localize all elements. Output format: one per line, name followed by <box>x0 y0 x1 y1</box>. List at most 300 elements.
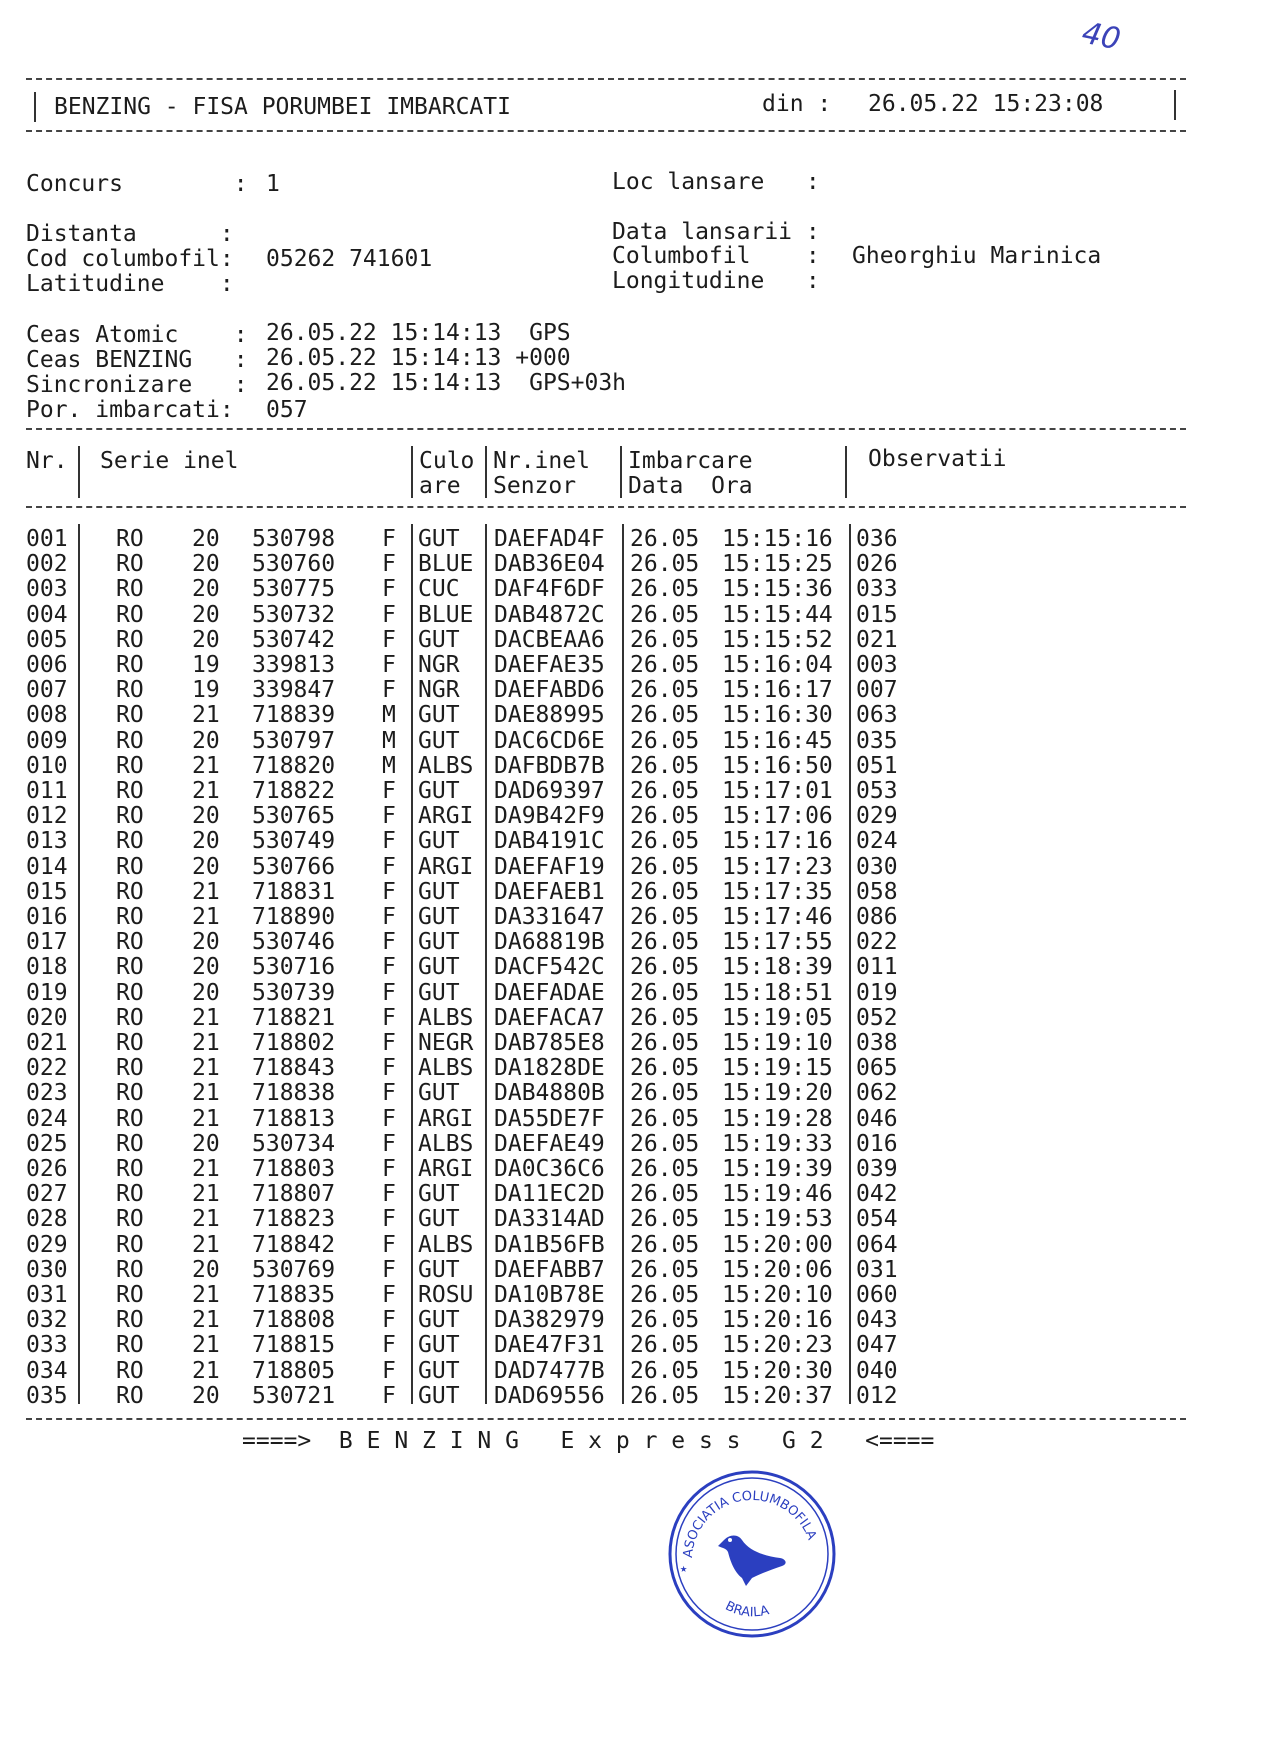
row-observatii: 019 <box>856 979 898 1006</box>
table-row <box>26 601 1026 629</box>
table-row <box>26 1158 1026 1183</box>
row-observatii: 035 <box>856 727 898 754</box>
row-observatii: 051 <box>856 752 898 779</box>
row-nr: 032 <box>26 1307 68 1334</box>
row-country: RO <box>116 979 144 1006</box>
concurs-value: 1 <box>266 171 280 197</box>
row-color: NGR <box>418 677 460 704</box>
row-nr: 004 <box>26 601 68 628</box>
table-row <box>26 1183 1026 1208</box>
table-row <box>26 979 1026 1007</box>
row-ring-number: 530797 <box>252 727 336 754</box>
row-sensor-ring: DAE47F31 <box>494 1332 605 1359</box>
row-observatii: 022 <box>856 929 898 956</box>
row-nr: 020 <box>26 1004 68 1031</box>
row-date: 26.05 <box>630 1282 700 1308</box>
row-sex: F <box>382 652 396 678</box>
row-nr: 033 <box>26 1332 68 1359</box>
row-sex: F <box>382 1357 396 1384</box>
row-sensor-ring: DAC6CD6E <box>494 727 605 754</box>
distanta-label: Distanta : <box>26 221 234 247</box>
row-color: GUT <box>418 954 460 981</box>
row-country: RO <box>116 778 144 804</box>
row-sensor-ring: DAEFACA7 <box>494 1004 605 1031</box>
row-color: ALBS <box>418 1004 474 1031</box>
row-nr: 005 <box>26 626 68 653</box>
row-observatii: 039 <box>856 1156 898 1182</box>
row-observatii: 038 <box>856 1030 898 1056</box>
row-color: GUT <box>418 1382 460 1409</box>
table-row <box>26 780 1026 805</box>
row-sex: F <box>382 1055 396 1082</box>
row-country: RO <box>116 878 144 905</box>
row-sensor-ring: DAD7477B <box>494 1357 605 1384</box>
col-serie-inel-header: Serie inel <box>100 448 239 474</box>
header-divider-3 <box>485 446 487 498</box>
row-date: 26.05 <box>630 551 700 578</box>
table-row <box>26 727 1026 755</box>
pigeon-icon <box>718 1536 786 1587</box>
table-row <box>26 528 1026 553</box>
row-observatii: 030 <box>856 853 898 880</box>
row-country: RO <box>116 1231 144 1258</box>
row-color: ALBS <box>418 752 474 779</box>
row-country: RO <box>116 1130 144 1157</box>
row-observatii: 033 <box>856 576 898 603</box>
row-time: 15:20:00 <box>722 1231 833 1258</box>
row-country: RO <box>116 1307 144 1334</box>
row-nr: 025 <box>26 1130 68 1157</box>
row-country: RO <box>116 803 144 830</box>
row-date: 26.05 <box>630 828 700 855</box>
row-sex: F <box>382 551 396 578</box>
row-sensor-ring: DAEFAF19 <box>494 853 605 880</box>
table-row <box>26 553 1026 578</box>
row-date: 26.05 <box>630 954 700 981</box>
stamp-text-top-path: ASOCIATIA COLUMBOFILA <box>680 1488 820 1559</box>
row-ring-number: 530760 <box>252 551 336 578</box>
stamp-star-icon: ★ <box>680 1561 688 1575</box>
header-divider-1 <box>78 446 80 498</box>
row-ring-number: 718807 <box>252 1181 336 1208</box>
row-sensor-ring: DA55DE7F <box>494 1105 605 1132</box>
row-country: RO <box>116 828 144 855</box>
row-country: RO <box>116 853 144 880</box>
row-time: 15:19:28 <box>722 1105 833 1132</box>
row-country: RO <box>116 1382 144 1409</box>
row-date: 26.05 <box>630 1181 700 1208</box>
table-bottom-rule <box>26 1418 1186 1420</box>
row-color: NGR <box>418 652 460 678</box>
row-year: 20 <box>192 803 220 830</box>
loc-lansare-label: Loc lansare : <box>612 169 820 195</box>
row-ring-number: 718835 <box>252 1282 336 1308</box>
row-country: RO <box>116 904 144 930</box>
row-observatii: 058 <box>856 878 898 905</box>
table-row <box>26 1032 1026 1057</box>
row-date: 26.05 <box>630 601 700 628</box>
table-row <box>26 1284 1026 1309</box>
col-nr-inel-header: Nr.inel <box>493 448 590 474</box>
row-observatii: 015 <box>856 601 898 628</box>
row-country: RO <box>116 1181 144 1208</box>
row-time: 15:18:39 <box>722 954 833 981</box>
row-time: 15:16:50 <box>722 752 833 779</box>
data-lansarii-label: Data lansarii : <box>612 219 820 245</box>
row-year: 21 <box>192 1080 220 1107</box>
row-sex: F <box>382 904 396 930</box>
row-sex: F <box>382 1156 396 1182</box>
row-nr: 028 <box>26 1206 68 1233</box>
row-sex: F <box>382 677 396 704</box>
row-sensor-ring: DAEFAD4F <box>494 526 605 552</box>
row-sex: M <box>382 702 396 729</box>
row-year: 20 <box>192 601 220 628</box>
latitudine-label: Latitudine : <box>26 271 234 297</box>
row-sensor-ring: DACBEAA6 <box>494 626 605 653</box>
por-imbarcati-value: 057 <box>266 397 308 423</box>
row-ring-number: 718815 <box>252 1332 336 1359</box>
row-sensor-ring: DAEFAE49 <box>494 1130 605 1157</box>
row-nr: 024 <box>26 1105 68 1132</box>
row-sensor-ring: DACF542C <box>494 954 605 981</box>
row-date: 26.05 <box>630 853 700 880</box>
header-top-rule <box>26 78 1186 80</box>
report-title: BENZING - FISA PORUMBEI IMBARCATI <box>54 94 511 120</box>
cod-columbofil-value: 05262 741601 <box>266 246 433 272</box>
row-sex: F <box>382 1382 396 1409</box>
row-date: 26.05 <box>630 904 700 930</box>
footer-banner: ====> B E N Z I N G E x p r e s s G 2 <==== <box>242 1428 935 1454</box>
row-color: GUT <box>418 1181 460 1208</box>
row-sex: F <box>382 1206 396 1233</box>
row-sensor-ring: DAD69397 <box>494 778 605 804</box>
row-ring-number: 530746 <box>252 929 336 956</box>
col-culoare-header-2: are <box>419 473 461 499</box>
row-year: 20 <box>192 576 220 603</box>
row-sensor-ring: DAEFABB7 <box>494 1256 605 1283</box>
row-sex: F <box>382 878 396 905</box>
row-sensor-ring: DA3314AD <box>494 1206 605 1233</box>
row-ring-number: 718802 <box>252 1030 336 1056</box>
row-color: CUC <box>418 576 460 603</box>
table-row <box>26 830 1026 855</box>
row-date: 26.05 <box>630 626 700 653</box>
row-observatii: 040 <box>856 1357 898 1384</box>
row-time: 15:20:37 <box>722 1382 833 1409</box>
row-year: 20 <box>192 979 220 1006</box>
row-date: 26.05 <box>630 979 700 1006</box>
row-country: RO <box>116 929 144 956</box>
row-country: RO <box>116 1332 144 1359</box>
row-observatii: 047 <box>856 1332 898 1359</box>
row-date: 26.05 <box>630 652 700 678</box>
header-bottom-rule <box>26 130 1186 132</box>
row-country: RO <box>116 551 144 578</box>
row-observatii: 012 <box>856 1382 898 1409</box>
row-year: 20 <box>192 954 220 981</box>
row-color: ARGI <box>418 1105 474 1132</box>
row-date: 26.05 <box>630 1030 700 1056</box>
row-observatii: 064 <box>856 1231 898 1258</box>
row-ring-number: 530775 <box>252 576 336 603</box>
row-observatii: 036 <box>856 526 898 552</box>
row-date: 26.05 <box>630 803 700 830</box>
row-date: 26.05 <box>630 752 700 779</box>
columbofil-value: Gheorghiu Marinica <box>852 243 1102 269</box>
row-sensor-ring: DA0C36C6 <box>494 1156 605 1182</box>
row-time: 15:20:30 <box>722 1357 833 1384</box>
row-time: 15:15:44 <box>722 601 833 628</box>
row-date: 26.05 <box>630 1130 700 1157</box>
row-time: 15:19:53 <box>722 1206 833 1233</box>
row-sex: F <box>382 803 396 830</box>
row-sex: M <box>382 752 396 779</box>
row-nr: 016 <box>26 904 68 930</box>
row-nr: 018 <box>26 954 68 981</box>
row-year: 21 <box>192 1156 220 1182</box>
row-date: 26.05 <box>630 1156 700 1182</box>
row-time: 15:17:01 <box>722 778 833 804</box>
row-time: 15:20:06 <box>722 1256 833 1283</box>
row-year: 20 <box>192 1382 220 1409</box>
ceas-atomic-label: Ceas Atomic : <box>26 322 248 348</box>
row-time: 15:15:16 <box>722 526 833 552</box>
stamp-text-top <box>681 1489 819 1559</box>
row-color: ALBS <box>418 1231 474 1258</box>
row-ring-number: 530769 <box>252 1256 336 1283</box>
row-ring-number: 530742 <box>252 626 336 653</box>
row-observatii: 052 <box>856 1004 898 1031</box>
row-sensor-ring: DA1B56FB <box>494 1231 605 1258</box>
row-date: 26.05 <box>630 1332 700 1359</box>
row-time: 15:20:23 <box>722 1332 833 1359</box>
concurs-label: Concurs : <box>26 171 248 197</box>
row-sex: F <box>382 1332 396 1359</box>
longitudine-label: Longitudine : <box>612 268 820 294</box>
row-date: 26.05 <box>630 1231 700 1258</box>
row-year: 21 <box>192 1030 220 1056</box>
row-color: NEGR <box>418 1030 474 1056</box>
row-country: RO <box>116 1357 144 1384</box>
row-time: 15:16:45 <box>722 727 833 754</box>
row-time: 15:19:39 <box>722 1156 833 1182</box>
row-time: 15:19:10 <box>722 1030 833 1056</box>
row-time: 15:16:17 <box>722 677 833 704</box>
row-observatii: 024 <box>856 828 898 855</box>
por-imbarcati-label: Por. imbarcati: <box>26 397 234 423</box>
row-year: 20 <box>192 551 220 578</box>
row-sex: F <box>382 1004 396 1031</box>
col-culoare-header: Culo <box>419 448 475 474</box>
row-nr: 012 <box>26 803 68 830</box>
row-date: 26.05 <box>630 1382 700 1409</box>
row-color: GUT <box>418 1206 460 1233</box>
row-ring-number: 530716 <box>252 954 336 981</box>
header-divider-4 <box>620 446 622 498</box>
row-nr: 014 <box>26 853 68 880</box>
row-year: 21 <box>192 1332 220 1359</box>
row-ring-number: 530766 <box>252 853 336 880</box>
row-ring-number: 718822 <box>252 778 336 804</box>
row-date: 26.05 <box>630 727 700 754</box>
header-right-border <box>1174 90 1176 120</box>
row-country: RO <box>116 526 144 552</box>
row-sex: F <box>382 929 396 956</box>
row-sex: F <box>382 1282 396 1308</box>
row-color: GUT <box>418 526 460 552</box>
row-country: RO <box>116 1206 144 1233</box>
row-observatii: 063 <box>856 702 898 729</box>
row-time: 15:17:23 <box>722 853 833 880</box>
row-nr: 010 <box>26 752 68 779</box>
page-number: 40 <box>1078 15 1124 58</box>
row-observatii: 003 <box>856 652 898 678</box>
row-sensor-ring: DA10B78E <box>494 1282 605 1308</box>
row-ring-number: 718808 <box>252 1307 336 1334</box>
row-nr: 013 <box>26 828 68 855</box>
row-observatii: 062 <box>856 1080 898 1107</box>
table-row <box>26 704 1026 729</box>
row-sensor-ring: DAFBDB7B <box>494 752 605 779</box>
row-sensor-ring: DA331647 <box>494 904 605 930</box>
row-ring-number: 718838 <box>252 1080 336 1107</box>
row-ring-number: 718823 <box>252 1206 336 1233</box>
row-time: 15:16:30 <box>722 702 833 729</box>
row-date: 26.05 <box>630 929 700 956</box>
row-nr: 029 <box>26 1231 68 1258</box>
row-year: 21 <box>192 1181 220 1208</box>
row-country: RO <box>116 954 144 981</box>
row-nr: 006 <box>26 652 68 678</box>
table-row <box>26 878 1026 906</box>
row-nr: 026 <box>26 1156 68 1182</box>
row-ring-number: 718839 <box>252 702 336 729</box>
row-year: 21 <box>192 1307 220 1334</box>
row-year: 21 <box>192 1282 220 1308</box>
row-color: ALBS <box>418 1130 474 1157</box>
row-time: 15:19:33 <box>722 1130 833 1157</box>
row-date: 26.05 <box>630 1357 700 1384</box>
row-observatii: 054 <box>856 1206 898 1233</box>
row-sex: F <box>382 778 396 804</box>
header-divider-5 <box>845 446 847 498</box>
row-date: 26.05 <box>630 1004 700 1031</box>
row-sensor-ring: DA1828DE <box>494 1055 605 1082</box>
row-color: GUT <box>418 1357 460 1384</box>
row-time: 15:19:46 <box>722 1181 833 1208</box>
row-date: 26.05 <box>630 677 700 704</box>
row-color: GUT <box>418 1307 460 1334</box>
table-row <box>26 1105 1026 1133</box>
row-color: GUT <box>418 1332 460 1359</box>
row-color: GUT <box>418 828 460 855</box>
row-ring-number: 718842 <box>252 1231 336 1258</box>
row-year: 21 <box>192 1357 220 1384</box>
col-imbarcare-header: Imbarcare <box>628 448 753 474</box>
row-color: BLUE <box>418 601 474 628</box>
row-ring-number: 530749 <box>252 828 336 855</box>
row-time: 15:17:55 <box>722 929 833 956</box>
table-row <box>26 1057 1026 1082</box>
row-country: RO <box>116 626 144 653</box>
row-year: 19 <box>192 677 220 704</box>
row-year: 20 <box>192 727 220 754</box>
row-observatii: 046 <box>856 1105 898 1132</box>
row-year: 21 <box>192 1105 220 1132</box>
row-date: 26.05 <box>630 1105 700 1132</box>
row-sex: F <box>382 1307 396 1334</box>
row-ring-number: 718813 <box>252 1105 336 1132</box>
row-country: RO <box>116 752 144 779</box>
table-top-rule <box>26 428 1186 430</box>
row-ring-number: 339847 <box>252 677 336 704</box>
row-sex: F <box>382 526 396 552</box>
row-country: RO <box>116 1105 144 1132</box>
row-color: GUT <box>418 778 460 804</box>
table-row <box>26 1082 1026 1107</box>
row-nr: 011 <box>26 778 68 804</box>
ceas-benzing-value: 26.05.22 15:14:13 +000 <box>266 345 571 371</box>
row-country: RO <box>116 1156 144 1182</box>
ceas-atomic-value: 26.05.22 15:14:13 GPS <box>266 320 571 346</box>
row-time: 15:19:05 <box>722 1004 833 1031</box>
row-time: 15:17:35 <box>722 878 833 905</box>
row-country: RO <box>116 652 144 678</box>
row-sensor-ring: DAB4872C <box>494 601 605 628</box>
row-year: 21 <box>192 1231 220 1258</box>
row-color: GUT <box>418 979 460 1006</box>
table-row <box>26 626 1026 654</box>
row-year: 20 <box>192 853 220 880</box>
row-nr: 007 <box>26 677 68 704</box>
row-color: ALBS <box>418 1055 474 1082</box>
row-year: 21 <box>192 702 220 729</box>
row-date: 26.05 <box>630 1080 700 1107</box>
row-color: BLUE <box>418 551 474 578</box>
row-color: GUT <box>418 1256 460 1283</box>
row-sensor-ring: DAE88995 <box>494 702 605 729</box>
row-sensor-ring: DA9B42F9 <box>494 803 605 830</box>
row-observatii: 011 <box>856 954 898 981</box>
row-year: 21 <box>192 1206 220 1233</box>
row-observatii: 029 <box>856 803 898 830</box>
row-sex: F <box>382 576 396 603</box>
row-color: GUT <box>418 904 460 930</box>
row-color: GUT <box>418 1080 460 1107</box>
row-sensor-ring: DAEFAEB1 <box>494 878 605 905</box>
association-stamp <box>666 1468 838 1640</box>
row-country: RO <box>116 727 144 754</box>
row-country: RO <box>116 677 144 704</box>
table-row <box>26 1004 1026 1032</box>
table-row <box>26 956 1026 981</box>
row-year: 20 <box>192 1130 220 1157</box>
row-sensor-ring: DA11EC2D <box>494 1181 605 1208</box>
row-country: RO <box>116 702 144 729</box>
row-color: ROSU <box>418 1282 474 1308</box>
row-year: 21 <box>192 1055 220 1082</box>
stamp-text-bottom <box>723 1599 771 1621</box>
row-observatii: 026 <box>856 551 898 578</box>
row-year: 20 <box>192 1256 220 1283</box>
row-nr: 017 <box>26 929 68 956</box>
row-ring-number: 718890 <box>252 904 336 930</box>
row-nr: 008 <box>26 702 68 729</box>
row-time: 15:18:51 <box>722 979 833 1006</box>
columbofil-label: Columbofil : <box>612 243 820 269</box>
row-sex: F <box>382 1181 396 1208</box>
